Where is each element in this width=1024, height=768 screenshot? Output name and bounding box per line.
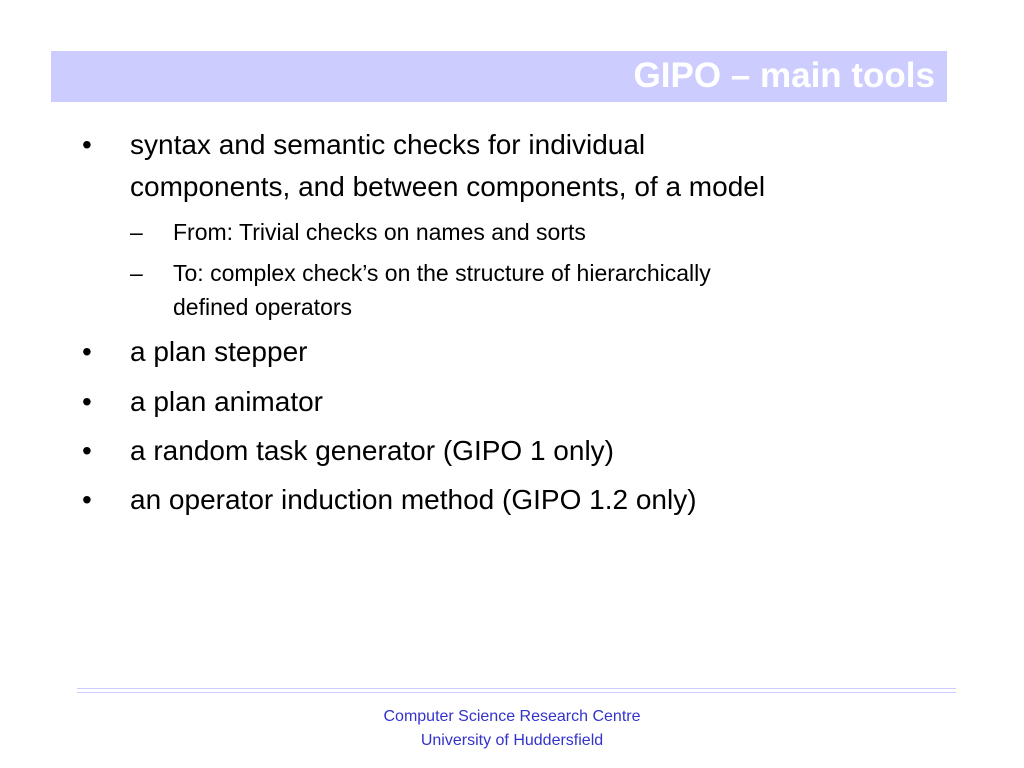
bullet-text-line: syntax and semantic checks for individual: [130, 129, 646, 160]
bullet-text-line: a plan animator: [130, 386, 324, 417]
sub-text-line: To: complex check’s on the structure of hierarchically: [173, 260, 711, 286]
sub-marker-icon: –: [130, 260, 143, 286]
footer-organization: Computer Science Research Centre: [383, 708, 641, 725]
sub-marker-icon: –: [130, 219, 143, 245]
bullet-text-line: a random task generator (GIPO 1 only): [130, 435, 614, 466]
bullet-text-line: components, and between components, of a model: [130, 171, 766, 202]
bullet-text-line: an operator induction method (GIPO 1.2 only): [130, 484, 697, 515]
footer-divider: [77, 688, 956, 689]
sub-text-line: From: Trivial checks on names and sorts: [173, 219, 586, 245]
bullet-marker-icon: •: [82, 484, 92, 515]
sub-text-line: defined operators: [173, 294, 353, 320]
footer-divider: [77, 692, 956, 693]
bullet-text-line: a plan stepper: [130, 336, 308, 367]
bullet-marker-icon: •: [82, 435, 92, 466]
bullet-marker-icon: •: [82, 386, 92, 417]
bullet-marker-icon: •: [82, 336, 92, 367]
bullet-marker-icon: •: [82, 129, 92, 160]
slide-title: GIPO – main tools: [633, 56, 935, 95]
footer-university: University of Huddersfield: [420, 732, 604, 749]
